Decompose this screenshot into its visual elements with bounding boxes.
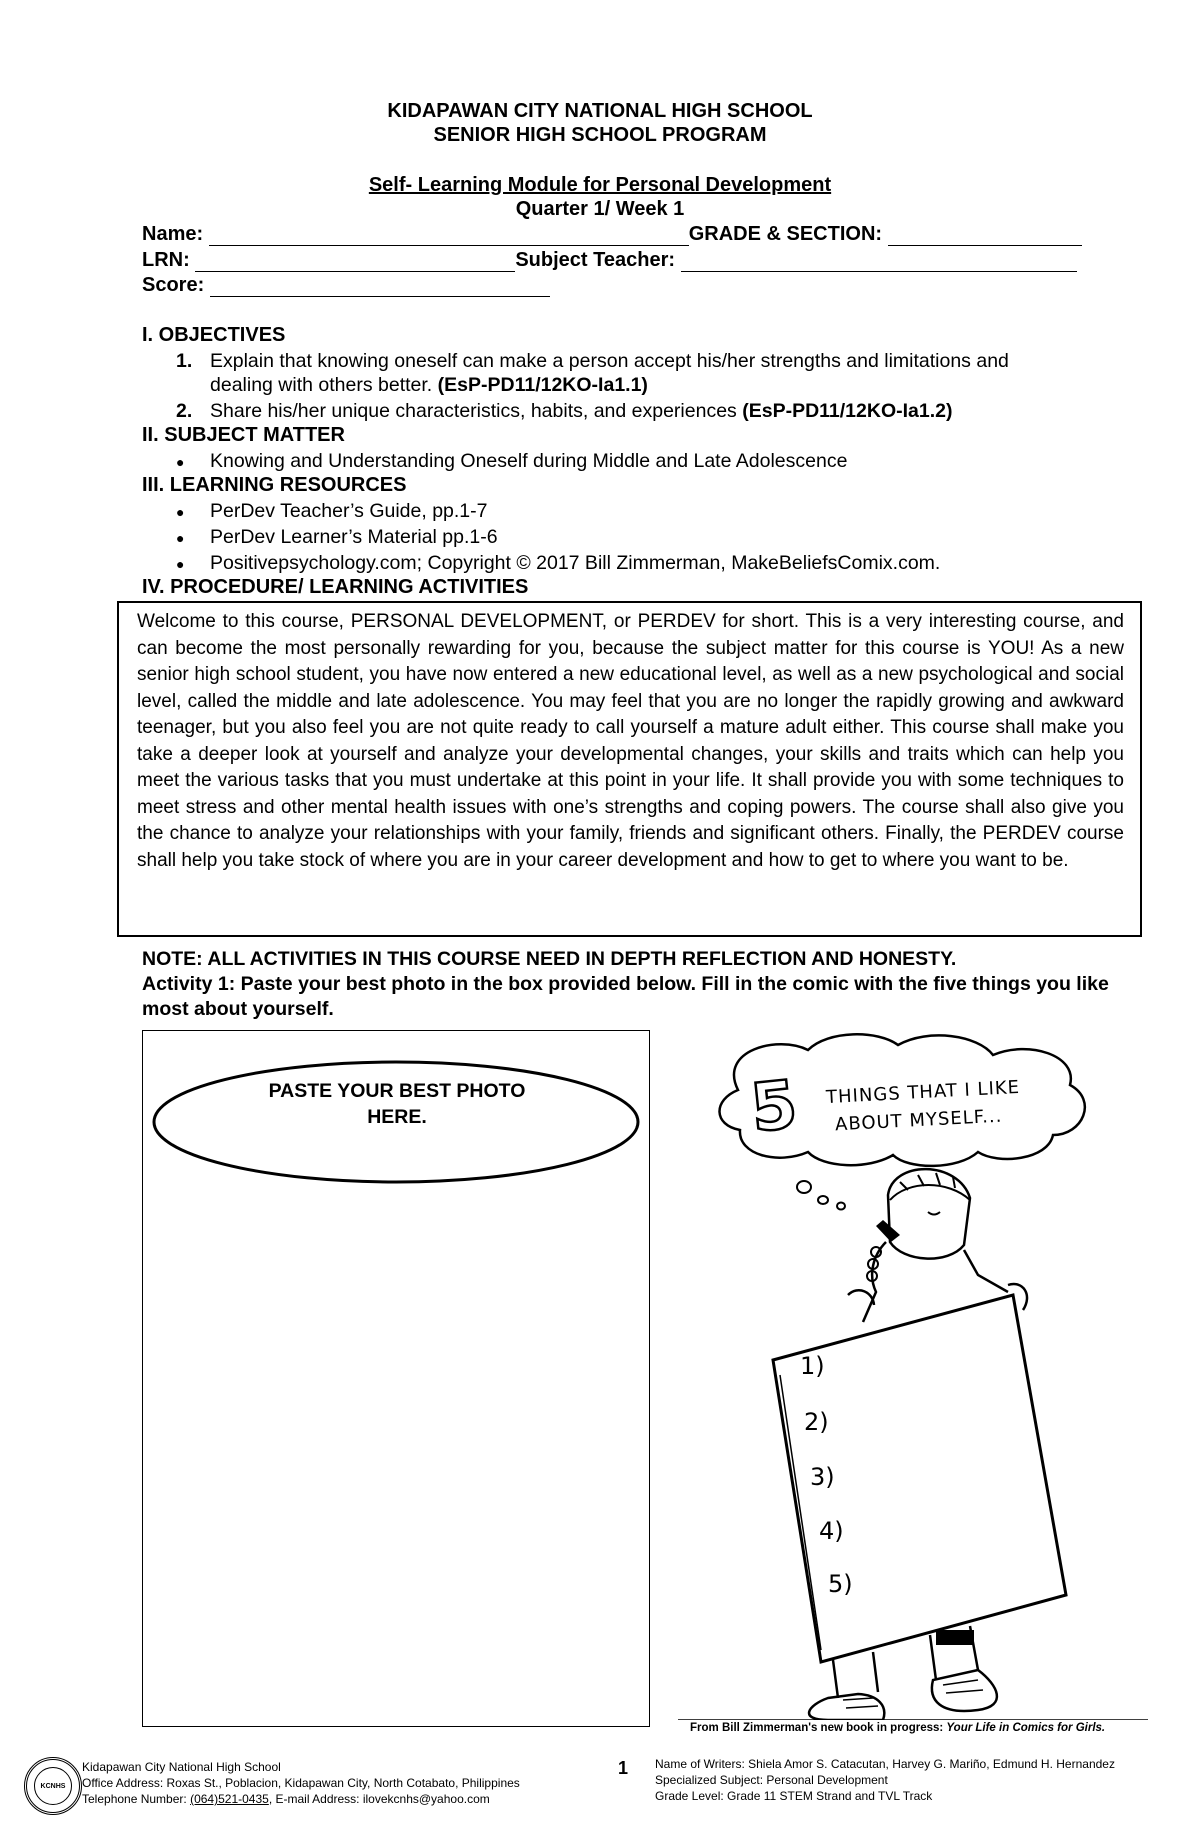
footer-email: , E-mail Address: ilovekcnhs@yahoo.com [268,1792,490,1806]
activity-instructions: Activity 1: Paste your best photo in the box provided below. Fill in the comic with the five things you like most about yourself. [142,973,1109,1020]
footer-subject: Specialized Subject: Personal Development [655,1773,888,1787]
quarter-week: Quarter 1/ Week 1 [515,198,685,220]
comic-list-item: 5) [828,1570,853,1598]
photo-label-line1: PASTE YOUR BEST PHOTO [268,1080,526,1102]
resource-item [176,552,940,575]
comic-list-item: 3) [810,1463,835,1491]
objectives-title: I. OBJECTIVES [142,324,286,346]
lrn-field[interactable] [195,253,515,272]
name-field[interactable] [209,227,689,246]
footer-writers: Name of Writers: Shiela Amor S. Catacutan, Harvey G. Mariño, Edmund H. Hernandez [655,1757,1115,1771]
objective-2-code: (EsP-PD11/12KO-Ia1.2) [742,400,953,422]
lrn-row [142,249,1077,272]
bullet-icon: ● [176,453,185,470]
score-field[interactable] [210,278,550,297]
resources-title: III. LEARNING RESOURCES [142,474,407,496]
lrn-label: LRN: [142,249,190,271]
subject-matter-text: Knowing and Understanding Oneself during Middle and Late Adolescence [210,450,848,472]
comic-caption [690,1722,1105,1734]
resource-text: PerDev Learner’s Material pp.1-6 [210,526,498,548]
resource-item [176,500,488,523]
comic-list-item: 1) [800,1352,825,1380]
objective-1-code: (EsP-PD11/12KO-Ia1.1) [437,374,648,396]
grade-field[interactable] [888,227,1082,246]
footer-phone: (064)521-0435 [190,1792,269,1806]
program-name: SENIOR HIGH SCHOOL PROGRAM [433,124,767,146]
seal-inner: KCNHS [34,1767,72,1805]
name-label: Name: [142,223,204,245]
intro-text: Welcome to this course, PERSONAL DEVELOPMENT, or PERDEV for short. This is a very interesting course, and can become the most personally rewarding for you, because the subject matter for this course is YOU! As a new senior high school student, you have now entered a new educational level, as well as a new psychological and social level, called the middle and late adolescence. You may feel that you are no longer the rapidly growing and awkward teenager, but you also feel you are not quite ready to call yourself a mature adult either. This course shall make you take a deeper look at yourself and analyze your developmental changes, your skills and traits which can help you meet the various tasks that you must undertake at this point in your life. It shall provide you with some techniques to meet stress and other mental health issues with one’s strengths and coping powers. The course shall also give you the chance to analyze your relationships with your family, friends and significant others. Finally, the PERDEV course shall help you take stock of where you are in your career development and how to get to where you want to be. [137,611,1124,871]
note-text: NOTE: ALL ACTIVITIES IN THIS COURSE NEED IN DEPTH REFLECTION AND HONESTY. [142,948,957,970]
resource-text: Positivepsychology.com; Copyright © 2017 Bill Zimmerman, MakeBeliefsComix.com. [210,552,941,574]
teacher-field[interactable] [681,253,1077,272]
intro-box [117,601,1142,937]
objective-1-cont [210,374,648,397]
bullet-icon: ● [176,529,185,546]
resource-text: PerDev Teacher’s Guide, pp.1-7 [210,500,488,522]
photo-paste-box[interactable] [142,1030,650,1727]
name-row [142,223,1082,246]
objective-1-number: 1. [176,350,193,372]
score-label: Score: [142,274,205,296]
footer-contact [82,1792,490,1808]
subject-matter-title: II. SUBJECT MATTER [142,424,345,446]
school-seal-icon [24,1757,82,1815]
objective-1-text-cont: dealing with others better. [210,374,433,396]
page-number: 1 [618,1758,629,1778]
school-name: KIDAPAWAN CITY NATIONAL HIGH SCHOOL [387,100,813,122]
bubble-line1: THINGS THAT I LIKE [825,1076,1021,1109]
objective-2-number: 2. [176,400,193,422]
objective-1 [176,350,1009,373]
bubble-number: 5 [747,1065,801,1148]
module-title: Self- Learning Module for Personal Development [368,174,832,196]
objective-2-text: Share his/her unique characteristics, habits, and experiences [210,400,737,422]
caption-title: Your Life in Comics for Girls. [946,1722,1106,1734]
comic-list-item: 2) [804,1408,829,1436]
comic-list-item: 4) [819,1517,844,1545]
footer-phone-label: Telephone Number: [82,1792,191,1806]
objective-2 [176,400,952,423]
comic-illustration [678,1030,1148,1720]
score-row [142,274,550,297]
bullet-icon: ● [176,555,185,572]
comic-drawing [678,1030,1148,1720]
bullet-icon: ● [176,503,185,520]
caption-prefix: From Bill Zimmerman's new book in progress: [690,1722,947,1734]
bubble-line2: ABOUT MYSELF... [834,1105,1003,1136]
footer-school: Kidapawan City National High School [82,1760,281,1774]
footer-grade: Grade Level: Grade 11 STEM Strand and TVL Track [655,1789,933,1803]
objective-1-text: Explain that knowing oneself can make a person accept his/her strengths and limitations and [210,350,1009,372]
grade-label: GRADE & SECTION: [688,223,883,245]
subject-matter-item [176,450,847,473]
teacher-label: Subject Teacher: [515,249,676,271]
footer-address: Office Address: Roxas St., Poblacion, Kidapawan City, North Cotabato, Philippines [82,1776,520,1790]
resource-item [176,526,498,549]
photo-label-line2: HERE. [367,1106,427,1128]
procedure-title: IV. PROCEDURE/ LEARNING ACTIVITIES [142,576,529,598]
